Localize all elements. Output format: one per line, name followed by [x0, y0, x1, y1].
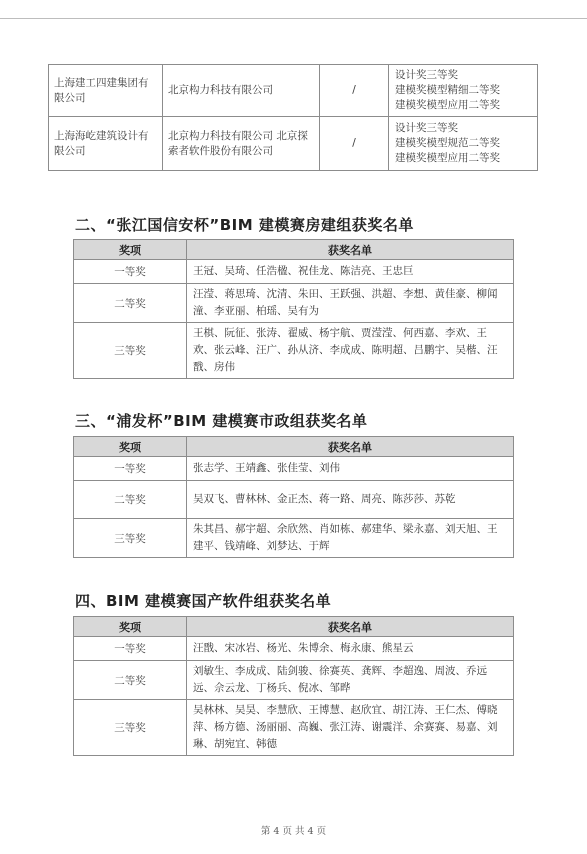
mark-cell: /	[320, 117, 389, 171]
award-level: 三等奖	[74, 519, 187, 558]
winner-names: 吴双飞、曹林林、金正杰、蒋一路、周亮、陈莎莎、苏乾	[187, 481, 514, 519]
column-header-level: 奖项	[74, 240, 187, 260]
award-line: 建模奖模型应用二等奖	[395, 99, 500, 111]
table-row	[49, 65, 538, 117]
award-list-table	[73, 239, 514, 379]
column-header-winners: 获奖名单	[187, 617, 514, 637]
award-line: 设计奖三等奖	[395, 69, 458, 81]
table-row	[74, 323, 514, 379]
table-row	[74, 637, 514, 661]
awards-cell	[389, 65, 538, 117]
awards-cell	[389, 117, 538, 171]
award-level: 三等奖	[74, 323, 187, 379]
table-row	[74, 700, 514, 756]
table-row	[74, 661, 514, 700]
winner-names: 汪滢、蒋思琦、沈清、朱田、王跃强、洪超、李想、黄佳豪、柳闻潼、李亚丽、柏瑶、吴有为	[187, 284, 514, 323]
table-header-row	[74, 617, 514, 637]
winner-names: 刘敏生、李成成、陆剑骏、徐赛英、龚辉、李超逸、周波、乔远远、佘云龙、丁杨兵、倪冰、邹晔	[187, 661, 514, 700]
award-level: 二等奖	[74, 481, 187, 519]
award-level: 二等奖	[74, 284, 187, 323]
winner-names: 张志学、王靖鑫、张佳莹、刘伟	[187, 457, 514, 481]
column-header-level: 奖项	[74, 437, 187, 457]
software-cell: 北京构力科技有限公司	[163, 65, 320, 117]
table-row	[74, 284, 514, 323]
section-heading: 二、“张江国信安杯”BIM 建模赛房建组获奖名单	[75, 216, 414, 234]
award-level: 二等奖	[74, 661, 187, 700]
table-header-row	[74, 437, 514, 457]
section-heading: 四、BIM 建模赛国产软件组获奖名单	[75, 592, 332, 610]
table-row	[49, 117, 538, 171]
mark-cell: /	[320, 65, 389, 117]
winner-names: 朱其昌、郝宇超、余欣然、肖如栋、郝建华、梁永嘉、刘天旭、王建平、钱靖峰、刘梦达、于辉	[187, 519, 514, 558]
award-line: 建模奖模型精细二等奖	[395, 84, 500, 96]
award-line: 设计奖三等奖	[395, 122, 458, 134]
software-cell: 北京构力科技有限公司 北京探索者软件股份有限公司	[163, 117, 320, 171]
winner-names: 吴林林、吴昊、李慧欣、王博慧、赵欣宜、胡江涛、王仁杰、傅晓萍、杨方德、汤丽丽、高巍、张江涛、谢震洋、余赛赛、易嘉、刘琳、胡宛宜、韩德	[187, 700, 514, 756]
award-list-table	[73, 616, 514, 756]
column-header-winners: 获奖名单	[187, 240, 514, 260]
award-list-table	[73, 436, 514, 558]
page-top-rule	[0, 18, 587, 19]
column-header-level: 奖项	[74, 617, 187, 637]
table-row	[74, 260, 514, 284]
award-level: 三等奖	[74, 700, 187, 756]
section-heading: 三、“浦发杯”BIM 建模赛市政组获奖名单	[75, 412, 368, 430]
continuation-award-table	[48, 64, 538, 171]
award-level: 一等奖	[74, 637, 187, 661]
table-row	[74, 481, 514, 519]
winner-names: 汪戬、宋冰岩、杨光、朱博余、梅永康、熊星云	[187, 637, 514, 661]
table-row	[74, 519, 514, 558]
column-header-winners: 获奖名单	[187, 437, 514, 457]
winner-names: 王冠、吴琦、任浩楹、祝佳龙、陈洁亮、王忠巨	[187, 260, 514, 284]
table-header-row	[74, 240, 514, 260]
award-line: 建模奖模型规范二等奖	[395, 137, 500, 149]
org-cell: 上海海屹建筑设计有限公司	[49, 117, 163, 171]
award-level: 一等奖	[74, 457, 187, 481]
winner-names: 王棋、阮征、张涛、翟威、杨宇航、贾滢滢、何西嘉、李欢、王欢、张云峰、汪广、孙从济、李成成、陈明超、吕鹏宇、吴楷、汪戬、房伟	[187, 323, 514, 379]
award-level: 一等奖	[74, 260, 187, 284]
award-line: 建模奖模型应用二等奖	[395, 152, 500, 164]
page-footer: 第 4 页 共 4 页	[260, 826, 327, 837]
org-cell: 上海建工四建集团有限公司	[49, 65, 163, 117]
table-row	[74, 457, 514, 481]
